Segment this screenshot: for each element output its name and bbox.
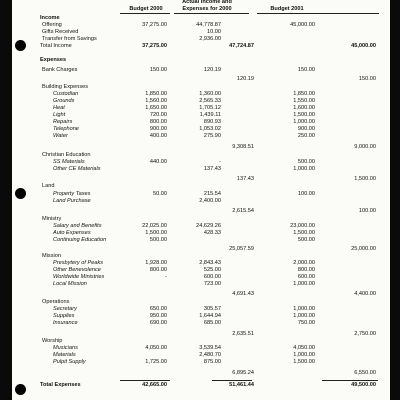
cell-c5: 45,000.00 — [351, 43, 376, 49]
cell-c2: 215.54 — [203, 191, 221, 197]
cell-c4: 45,000.00 — [290, 22, 315, 28]
total-rule-1 — [120, 380, 170, 381]
row-label: Total Income — [40, 43, 72, 49]
cell-c4: 4,050.00 — [293, 345, 315, 351]
cell-c2: 525.00 — [203, 267, 221, 273]
row-label: Income — [40, 15, 60, 21]
row-label: Salary and Benefits — [53, 223, 102, 229]
cell-c1: 720.00 — [149, 112, 167, 118]
cell-c2: 1,439.11 — [199, 112, 221, 118]
row-label: Transfer from Savings — [42, 36, 97, 42]
header-rule-1 — [120, 13, 170, 14]
cell-c2: 2,565.33 — [199, 98, 221, 104]
cell-c5: 4,400.00 — [354, 291, 376, 297]
cell-c4: 1,000.00 — [293, 313, 315, 319]
row-label: Repairs — [53, 119, 73, 125]
total-rule-3 — [322, 380, 378, 381]
cell-c1: - — [165, 274, 167, 280]
row-label: Christian Education — [42, 152, 91, 158]
row-label: Supplies — [53, 313, 75, 319]
row-label: Offering — [42, 22, 62, 28]
cell-c4: 100.00 — [297, 191, 315, 197]
cell-c4: 1,000.00 — [293, 166, 315, 172]
cell-c2: 428.33 — [203, 230, 221, 236]
cell-c1: 4,050.00 — [145, 345, 167, 351]
row-label: Grounds — [53, 98, 75, 104]
header-budget-2001: Budget 2001 — [270, 6, 304, 12]
cell-c1: 42,665.00 — [142, 382, 167, 388]
budget-document-page — [12, 0, 390, 400]
cell-c5: 1,500.00 — [354, 176, 376, 182]
row-label: Ministry — [42, 216, 62, 222]
cell-c4: 500.00 — [297, 159, 315, 165]
cell-c2: 3,539.54 — [199, 345, 221, 351]
binder-hole-top — [15, 40, 26, 51]
cell-c2: 44,778.87 — [196, 22, 221, 28]
row-label: Continuing Education — [53, 237, 107, 243]
row-label: Land Purchase — [53, 198, 91, 204]
row-label: Mission — [42, 253, 61, 259]
row-label: Secretary — [53, 306, 77, 312]
cell-c2: 1,644.94 — [199, 313, 221, 319]
cell-c4: 1,000.00 — [293, 119, 315, 125]
cell-c2: 2,843.43 — [199, 260, 221, 266]
total-rule-2 — [212, 380, 252, 381]
cell-c4: 250.00 — [297, 133, 315, 139]
row-label: Telephone — [53, 126, 79, 132]
row-label: SS Materials — [53, 159, 85, 165]
cell-c4: 1,550.00 — [293, 98, 315, 104]
cell-c2: 1,360.00 — [199, 91, 221, 97]
cell-c2: 890.93 — [203, 119, 221, 125]
cell-c4: 500.00 — [297, 237, 315, 243]
cell-c2: 1,705.12 — [199, 105, 221, 111]
cell-c4: 1,850.00 — [293, 91, 315, 97]
cell-c5: 6,550.00 — [354, 370, 376, 376]
cell-c5: 25,000.00 — [351, 246, 376, 252]
cell-c1: 37,275.00 — [142, 22, 167, 28]
cell-c4: 1,500.00 — [293, 230, 315, 236]
row-label: Property Taxes — [53, 191, 91, 197]
cell-c4: 1,000.00 — [293, 352, 315, 358]
row-label: Worship — [42, 338, 63, 344]
row-label: Insurance — [53, 320, 78, 326]
cell-c2: 1,053.02 — [199, 126, 221, 132]
cell-c5: 100.00 — [358, 208, 376, 214]
row-label: Worldwide Ministries — [53, 274, 105, 280]
cell-c2: 24,629.26 — [196, 223, 221, 229]
cell-c4: 1,500.00 — [293, 112, 315, 118]
row-label: Other Benevolence — [53, 267, 101, 273]
header-actual-line2: Expenses for 2000 — [182, 6, 232, 12]
cell-c1: 22,025.00 — [142, 223, 167, 229]
cell-c5: 49,500.00 — [351, 382, 376, 388]
row-label: Light — [53, 112, 66, 118]
cell-c2: 275.90 — [203, 133, 221, 139]
row-label: Custodian — [53, 91, 79, 97]
cell-c4: 150.00 — [297, 67, 315, 73]
row-label: Materials — [53, 352, 76, 358]
cell-c3: 25,057.59 — [229, 246, 254, 252]
cell-c1: 800.00 — [149, 267, 167, 273]
cell-c1: 1,560.00 — [145, 98, 167, 104]
cell-c1: 950.00 — [149, 313, 167, 319]
row-label: Operations — [42, 299, 70, 305]
cell-c2: 600.00 — [203, 274, 221, 280]
cell-c1: 1,650.00 — [145, 105, 167, 111]
cell-c3: 51,461.44 — [229, 382, 254, 388]
cell-c1: 500.00 — [149, 237, 167, 243]
row-label: Local Mission — [53, 281, 87, 287]
cell-c1: 50.00 — [153, 191, 167, 197]
cell-c5: 9,000.00 — [354, 144, 376, 150]
cell-c1: 37,275.00 — [142, 43, 167, 49]
cell-c2: 137.43 — [203, 166, 221, 172]
cell-c4: 750.00 — [297, 320, 315, 326]
row-label: Heat — [53, 105, 65, 111]
cell-c1: 900.00 — [149, 126, 167, 132]
cell-c2: 120.19 — [203, 67, 221, 73]
cell-c4: 800.00 — [297, 267, 315, 273]
row-label: Expenses — [40, 57, 67, 63]
cell-c1: 150.00 — [149, 67, 167, 73]
cell-c1: 1,725.00 — [145, 359, 167, 365]
row-label: Water — [53, 133, 68, 139]
cell-c1: 800.00 — [149, 119, 167, 125]
cell-c1: 440.00 — [149, 159, 167, 165]
cell-c3: 4,691.43 — [232, 291, 254, 297]
cell-c4: 600.00 — [297, 274, 315, 280]
cell-c1: 1,850.00 — [145, 91, 167, 97]
cell-c2: - — [219, 159, 221, 165]
row-label: Building Expenses — [42, 84, 89, 90]
row-label: Other CE Materials — [53, 166, 101, 172]
cell-c3: 2,635.51 — [232, 331, 254, 337]
cell-c2: 723.00 — [203, 281, 221, 287]
cell-c2: 2,936.00 — [199, 36, 221, 42]
binder-hole-middle — [15, 188, 26, 199]
header-actual-line1: Actual Income and — [182, 0, 232, 5]
cell-c1: 650.00 — [149, 306, 167, 312]
cell-c5: 150.00 — [358, 76, 376, 82]
cell-c2: 10.00 — [207, 29, 221, 35]
row-label: Presbytery of Peaks — [53, 260, 104, 266]
cell-c2: 685.00 — [203, 320, 221, 326]
cell-c2: 305.57 — [203, 306, 221, 312]
row-label: Bank Charges — [42, 67, 78, 73]
cell-c4: 1,000.00 — [293, 306, 315, 312]
cell-c1: 1,500.00 — [145, 230, 167, 236]
cell-c4: 23,000.00 — [290, 223, 315, 229]
row-label: Total Expenses — [40, 382, 81, 388]
cell-c1: 690.00 — [149, 320, 167, 326]
cell-c4: 1,600.00 — [293, 105, 315, 111]
cell-c1: 400.00 — [149, 133, 167, 139]
cell-c2: 875.00 — [203, 359, 221, 365]
cell-c2: 2,480.70 — [199, 352, 221, 358]
header-rule-3 — [257, 13, 379, 14]
cell-c3: 120.19 — [236, 76, 254, 82]
cell-c4: 1,000.00 — [293, 281, 315, 287]
cell-c1: 1,928.00 — [145, 260, 167, 266]
cell-c3: 2,615.54 — [232, 208, 254, 214]
cell-c4: 2,000.00 — [293, 260, 315, 266]
row-label: Gifts Received — [42, 29, 79, 35]
header-budget-2000: Budget 2000 — [129, 6, 163, 12]
cell-c4: 900.00 — [297, 126, 315, 132]
cell-c3: 9,308.51 — [232, 144, 254, 150]
cell-c3: 6,895.24 — [232, 370, 254, 376]
cell-c4: 1,500.00 — [293, 359, 315, 365]
cell-c5: 2,750.00 — [354, 331, 376, 337]
row-label: Auto Expenses — [53, 230, 91, 236]
cell-c3: 47,724.87 — [229, 43, 254, 49]
cell-c2: 2,400.00 — [199, 198, 221, 204]
header-rule-2 — [174, 13, 249, 14]
row-label: Musicians — [53, 345, 78, 351]
binder-hole-bottom — [15, 384, 26, 395]
cell-c3: 137.43 — [236, 176, 254, 182]
row-label: Pulpit Supply — [53, 359, 86, 365]
row-label: Land — [42, 183, 55, 189]
